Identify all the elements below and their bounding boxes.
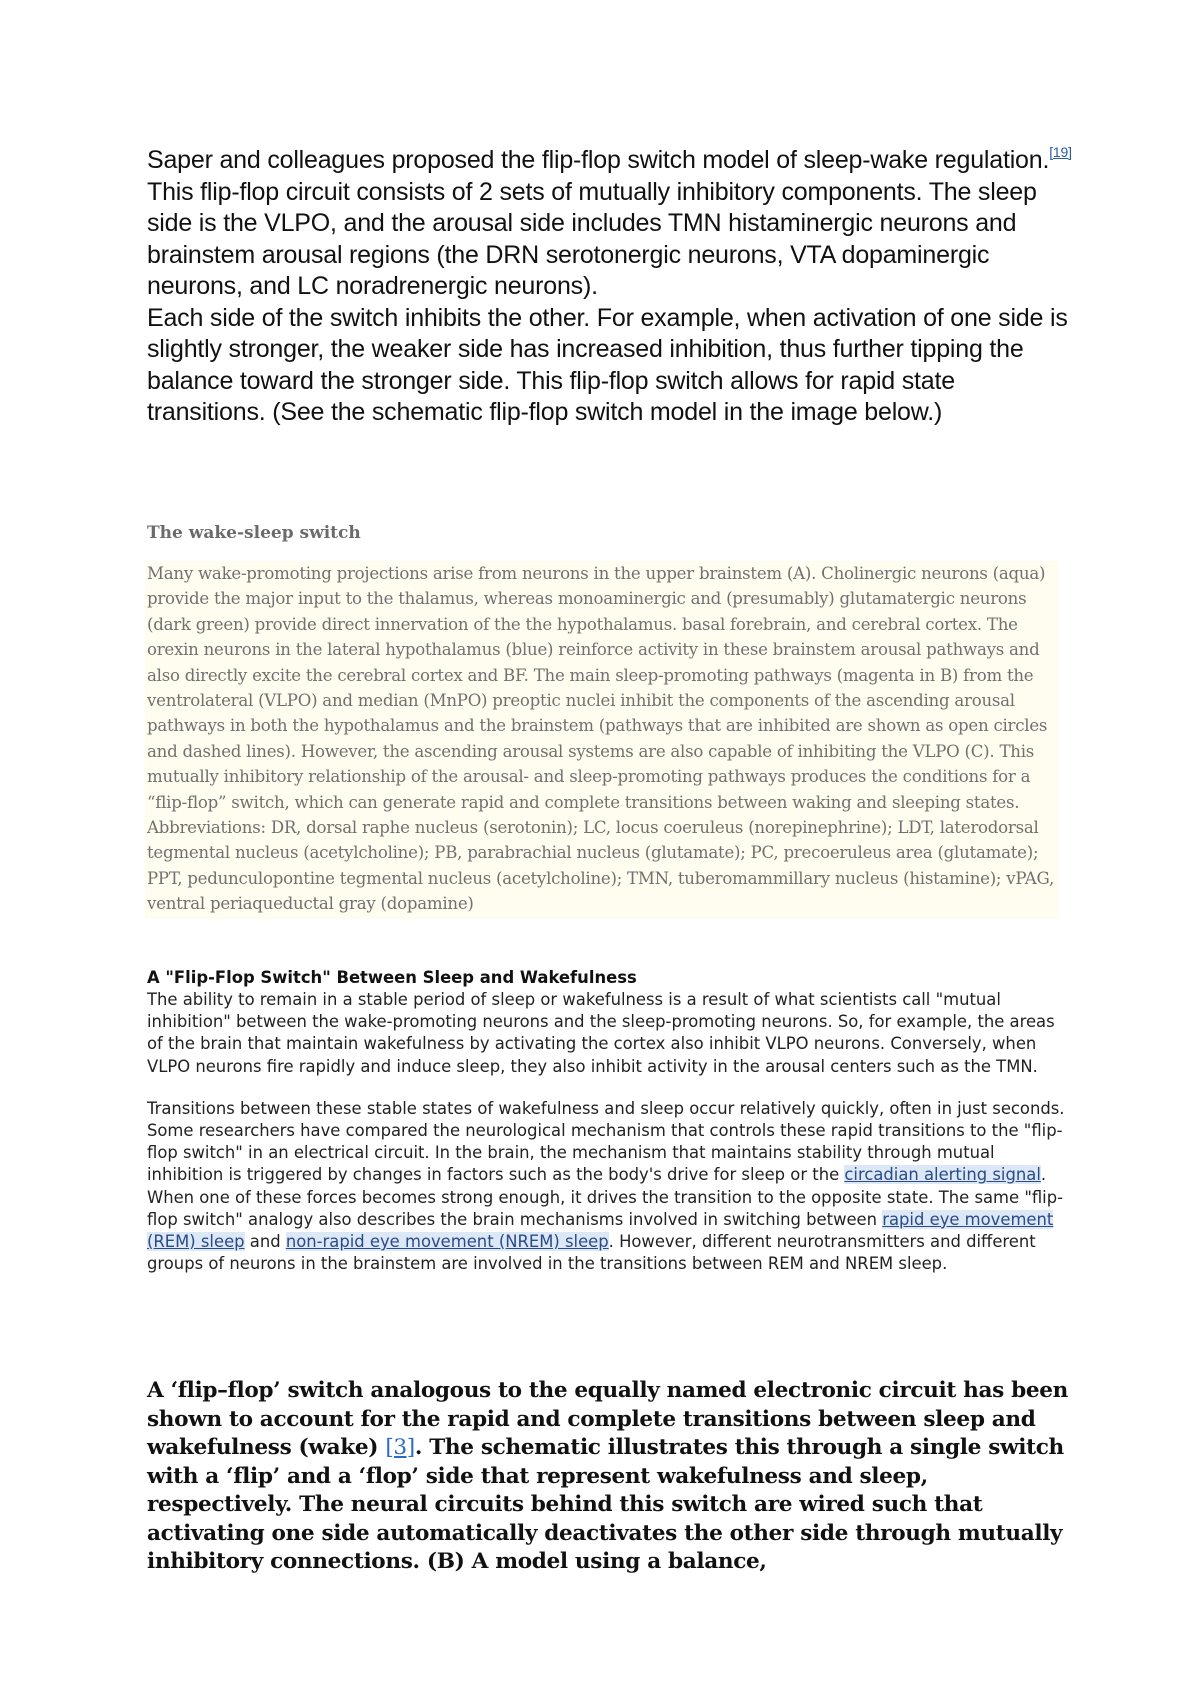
intro-paragraph-2: Each side of the switch inhibits the other. For example, when activation of one side is slightly stronger, the weaker side has increased inhibition, thus further tipping the balance toward the stronger side. This flip-flop switch allows for rapid state transitions. (See the schematic flip-flop switch model in the image below.) [147,303,1068,426]
intro-text-part1: Saper and colleagues proposed the flip-flop switch model of sleep-wake regulation. [147,146,1050,174]
citation-link-19[interactable]: [19] [1049,144,1072,160]
circadian-alerting-signal-link[interactable]: circadian alerting signal [844,1165,1041,1185]
rem-sleep-link[interactable]: rapid eye movement (REM) sleep [147,1209,1054,1252]
section-paragraph-1: The ability to remain in a stable period of sleep or wakefulness is a result of what scientists call "mutual inhibition" between the wake-promoting neurons and the sleep-promoting neurons. So, for example, the areas of the brain that maintain wakefulness by activating the cortex also inhibit VLPO neurons. Conversely, when VLPO neurons fire rapidly and induce sleep, they also inhibit activity in the arousal centers such as the TMN. [147,990,1055,1076]
paragraph-text: . When one of these forces becomes strong enough, it drives the transition to the opposite state. The same "flip-flop switch" analogy also describes the brain mechanisms involved in switching between [147,1165,1064,1229]
figure-heading: The wake-sleep switch [147,523,361,543]
intro-paragraph-1 [147,145,1072,303]
flip-flop-section [147,967,1072,1275]
paragraph-text: . However, different neurotransmitters and different groups of neurons in the brainstem are involved in the transitions between REM and NREM sleep. [147,1232,1036,1274]
nrem-sleep-link[interactable]: non-rapid eye movement (NREM) sleep [285,1232,609,1252]
figure-caption: Many wake-promoting projections arise from neurons in the upper brainstem (A). Cholinergic neurons (aqua) provide the major input to the thalamus, whereas monoaminergic and (presumably) glutamatergic neurons (dark green) provide direct innervation of the the hypothalamus. basal forebrain, and cerebral cortex. The orexin neurons in the lateral hypothalamus (blue) reinforce activity in these brainstem arousal pathways and also directly excite the cerebral cortex and BF. The main sleep-promoting pathways (magenta in B) from the ventrolateral (VLPO) and median (MnPO) preoptic nuclei inhibit the components of the ascending arousal pathways in both the hypothalamus and the brainstem (pathways that are inhibited are shown as open circles and dashed lines). However, the ascending arousal systems are also capable of inhibiting the VLPO (C). This mutually inhibitory relationship of the arousal- and sleep-promoting pathways produces the conditions for a “flip-flop” switch, which can generate rapid and complete transitions between waking and sleeping states. Abbreviations: DR, dorsal raphe nucleus (serotonin); LC, locus coeruleus (norepinephrine); LDT, laterodorsal tegmental nucleus (acetylcholine); PB, parabrachial nucleus (glutamate); PC, precoeruleus area (glutamate); PPT, pedunculopontine tegmental nucleus (acetylcholine); TMN, tuberomammillary nucleus (histamine); vPAG, ventral periaqueductal gray (dopamine) [145,561,1059,919]
intro-text-part2: This flip-flop circuit consists of 2 sets of mutually inhibitory components. The sleep side is the VLPO, and the arousal side includes TMN histaminergic neurons and brainstem arousal regions (the DRN serotonergic neurons, VTA dopaminergic neurons, and LC noradrenergic neurons). [147,177,1037,300]
citation-link-3[interactable]: [3] [385,1435,415,1460]
paragraph-text: Transitions between these stable states of wakefulness and sleep occur relatively quickly, often in just seconds. Some researchers have compared the neurological mechanism that controls these rapid transitions to the "flip-flop switch" in an electrical circuit. In the brain, the mechanism that maintains stability through mutual inhibition is triggered by changes in factors such as the body's drive for sleep or the [147,1098,1065,1185]
section-paragraph-2 [147,1098,1072,1276]
closing-text-part1: A ‘flip–flop’ switch analogous to the equally named electronic circuit has been shown to account for the rapid and complete transitions between sleep and wakefulness (wake) [147,1378,1068,1460]
section-heading: A "Flip-Flop Switch" Between Sleep and Wakefulness [147,968,637,987]
closing-paragraph [147,1377,1077,1577]
closing-text-part2: . The schematic illustrates this through a single switch with a ‘flip’ and a ‘flop’ side that represent wakefulness and sleep, respectively. The neural circuits behind this switch are wired such that activating one side automatically deactivates the other side through mutually inhibitory connections. (B) A model using a balance, [147,1435,1064,1574]
paragraph-text: and [244,1232,286,1252]
document-page [147,144,1072,1574]
